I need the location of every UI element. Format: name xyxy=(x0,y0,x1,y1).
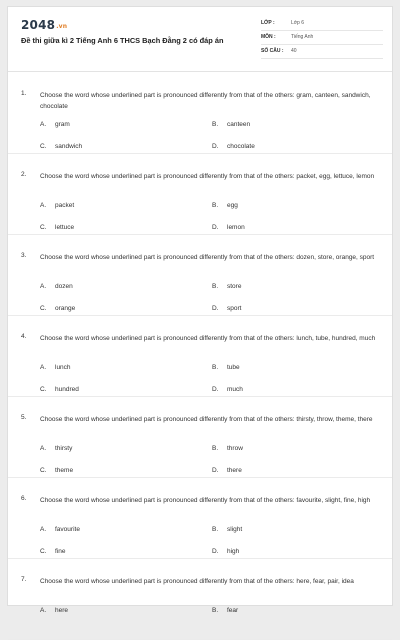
option-letter: A. xyxy=(40,364,47,371)
meta-key-class: LỚP : xyxy=(261,20,275,26)
exam-page xyxy=(7,6,393,614)
option-letter: C. xyxy=(40,386,47,393)
answer-option-d[interactable] xyxy=(212,467,242,474)
answer-option-a[interactable] xyxy=(40,121,70,128)
question-number: 5. xyxy=(21,414,27,421)
option-text: sandwich xyxy=(55,143,83,150)
option-text: canteen xyxy=(227,121,251,128)
answer-option-a[interactable] xyxy=(40,202,74,209)
answer-option-c[interactable] xyxy=(40,386,79,393)
option-letter: C. xyxy=(40,143,47,150)
question-number: 1. xyxy=(21,90,27,97)
question-number: 6. xyxy=(21,495,27,502)
option-letter: D. xyxy=(212,143,219,150)
option-letter: A. xyxy=(40,607,47,614)
answer-option-b[interactable] xyxy=(212,121,250,128)
option-letter: A. xyxy=(40,445,47,452)
question-text: Choose the word whose underlined part is pronounced differently from that of the others: thirsty, throw, theme, there xyxy=(40,416,373,423)
option-letter: C. xyxy=(40,548,47,555)
option-letter: D. xyxy=(212,467,219,474)
option-letter: C. xyxy=(40,224,47,231)
header-divider xyxy=(8,71,392,72)
question-item xyxy=(8,73,392,154)
answer-option-a[interactable] xyxy=(40,364,71,371)
option-text: dozen xyxy=(55,283,73,290)
meta-key-question-count: SỐ CÂU : xyxy=(261,48,284,54)
option-text: packet xyxy=(55,202,75,209)
option-text: much xyxy=(227,386,243,393)
meta-row-question-count xyxy=(261,45,383,59)
answer-option-d[interactable] xyxy=(212,305,241,312)
option-text: there xyxy=(227,467,242,474)
exam-meta-table xyxy=(261,17,383,59)
option-text: high xyxy=(227,548,240,555)
answer-option-c[interactable] xyxy=(40,467,73,474)
option-text: orange xyxy=(55,305,76,312)
option-text: theme xyxy=(55,467,74,474)
option-text: sport xyxy=(227,305,242,312)
meta-value-class: Lớp 6 xyxy=(291,20,305,26)
site-logo[interactable] xyxy=(21,18,67,32)
question-number: 2. xyxy=(21,171,27,178)
question-text: Choose the word whose underlined part is pronounced differently from that of the others: favourite, slight, fine, high xyxy=(40,497,371,504)
answer-option-a[interactable] xyxy=(40,445,72,452)
answer-option-c[interactable] xyxy=(40,305,75,312)
answer-option-b[interactable] xyxy=(212,283,241,290)
option-letter: C. xyxy=(40,305,47,312)
question-number: 3. xyxy=(21,252,27,259)
option-text: tube xyxy=(227,364,240,371)
option-letter: A. xyxy=(40,202,47,209)
question-number: 7. xyxy=(21,576,27,583)
option-text: favourite xyxy=(55,526,80,533)
answer-option-b[interactable] xyxy=(212,202,238,209)
question-item xyxy=(8,478,392,559)
option-text: thirsty xyxy=(55,445,73,452)
question-text: Choose the word whose underlined part is pronounced differently from that of the others: dozen, store, orange, sport xyxy=(40,254,375,261)
logo-text: 2048 xyxy=(21,18,56,32)
option-letter: C. xyxy=(40,467,47,474)
answer-option-c[interactable] xyxy=(40,224,74,231)
question-text: Choose the word whose underlined part is pronounced differently from that of the others: gram, canteen, sandwich, chocolate xyxy=(40,92,371,110)
question-text: Choose the word whose underlined part is pronounced differently from that of the others: lunch, tube, hundred, much xyxy=(40,335,376,342)
answer-option-d[interactable] xyxy=(212,386,243,393)
question-text: Choose the word whose underlined part is pronounced differently from that of the others: packet, egg, lettuce, lemon xyxy=(40,173,375,180)
option-letter: B. xyxy=(212,607,219,614)
exam-title: Đề thi giữa kì 2 Tiếng Anh 6 THCS Bạch Đằng 2 có đáp án xyxy=(21,36,224,45)
meta-row-class xyxy=(261,17,383,31)
question-text: Choose the word whose underlined part is pronounced differently from that of the others: here, fear, pair, idea xyxy=(40,578,354,585)
option-text: fine xyxy=(55,548,66,555)
question-item xyxy=(8,316,392,397)
answer-option-b[interactable] xyxy=(212,526,242,533)
logo-suffix: .vn xyxy=(56,23,68,30)
meta-key-subject: MÔN : xyxy=(261,34,276,40)
answer-option-b[interactable] xyxy=(212,445,243,452)
option-letter: A. xyxy=(40,121,47,128)
option-text: lettuce xyxy=(55,224,75,231)
answer-option-d[interactable] xyxy=(212,548,239,555)
option-letter: D. xyxy=(212,386,219,393)
answer-option-c[interactable] xyxy=(40,143,82,150)
answer-option-b[interactable] xyxy=(212,364,240,371)
question-item xyxy=(8,397,392,478)
option-text: chocolate xyxy=(227,143,255,150)
option-text: store xyxy=(227,283,242,290)
option-letter: B. xyxy=(212,121,219,128)
option-text: egg xyxy=(227,202,238,209)
question-list xyxy=(8,73,392,640)
answer-option-a[interactable] xyxy=(40,607,68,614)
option-letter: B. xyxy=(212,526,219,533)
option-letter: A. xyxy=(40,526,47,533)
option-text: lunch xyxy=(55,364,71,371)
answer-option-c[interactable] xyxy=(40,548,65,555)
meta-row-subject xyxy=(261,31,383,45)
question-item xyxy=(8,154,392,235)
answer-option-b[interactable] xyxy=(212,607,238,614)
option-text: lemon xyxy=(227,224,245,231)
option-letter: B. xyxy=(212,202,219,209)
answer-option-a[interactable] xyxy=(40,526,80,533)
option-text: gram xyxy=(55,121,70,128)
option-text: slight xyxy=(227,526,243,533)
option-letter: B. xyxy=(212,364,219,371)
page-header xyxy=(8,7,392,71)
question-item xyxy=(8,235,392,316)
option-text: fear xyxy=(227,607,239,614)
option-text: hundred xyxy=(55,386,79,393)
option-letter: D. xyxy=(212,548,219,555)
question-number: 4. xyxy=(21,333,27,340)
option-letter: B. xyxy=(212,283,219,290)
option-letter: B. xyxy=(212,445,219,452)
meta-value-question-count: 40 xyxy=(291,48,297,54)
answer-option-a[interactable] xyxy=(40,283,73,290)
option-letter: D. xyxy=(212,305,219,312)
option-letter: A. xyxy=(40,283,47,290)
answer-option-d[interactable] xyxy=(212,224,245,231)
answer-option-d[interactable] xyxy=(212,143,255,150)
option-text: throw xyxy=(227,445,243,452)
meta-value-subject: Tiếng Anh xyxy=(291,34,314,40)
option-letter: D. xyxy=(212,224,219,231)
option-text: here xyxy=(55,607,69,614)
